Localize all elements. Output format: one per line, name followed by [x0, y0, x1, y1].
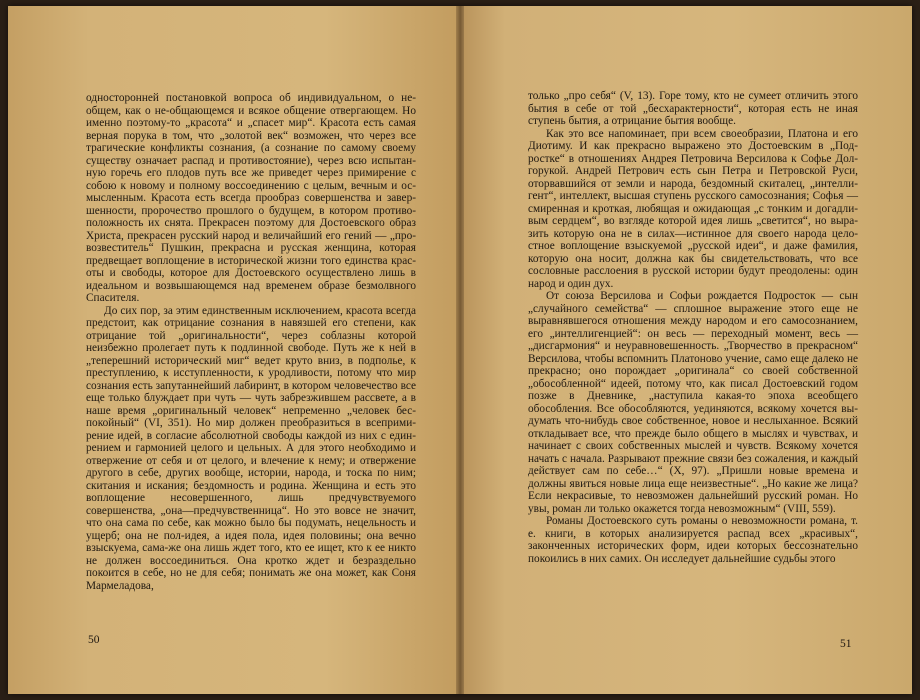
paragraph: только „про себя“ (V, 13). Горе тому, кто не сумеет отличить этого бытия в себе от той „бесхарактерности“, которая есть не иная ступень бытия, а отрицание бытия вообще. [528, 90, 858, 127]
left-page [8, 6, 460, 694]
paragraph: От союза Версилова и Софьи рождается Подросток — сын „случайного семейства“ — сплошное выражение этого еще не выравнявшегося отношения между народом и его самосознанием, его „интеллигенцией“: он весь — переходный момент, весь — „дисгармония“ и неуравновешенность. „Творчество в прекрасном“ Версилова, чтобы вспомнить Платоново учение, само еще далеко не прекрасно; оно порождает „оригинала“ со своей собственной „обособленной“ идеей, потому что, как писал Достоевский годом позже в Дневнике, „наступила какая-то эпоха всеобщего обособления. Все обособляются, уединяются, всякому хочется выдумать что-нибудь свое собственное, новое и неслыханное. Всякий откладывает все, что прежде было общего в мыслях и чувствах, и начинает с своих собственных мыслей и чувств. Всякому хочется начать с начала. Разрывают прежние связи без сожаления, и каждый действует сам по себе…“ (X, 97). „Пришли новые времена и должны явиться новые лица еще неизвестные“. „Но какие же лица? Если некрасивые, то невозможен дальнейший русский роман. Но увы, роман ли только окажется тогда невозможным“ (VIII, 559). [528, 290, 858, 515]
book-gutter [456, 6, 464, 694]
paragraph: односторонней постановкой вопроса об индивидуальном, о не-общем, как о не-общающемся и всякое общение отвергающем. Но именно поэтому-то „красота“ и „спасет мир“. Красота есть самая верная порука в том, что „золотой век“ возможен, что через все трагические конфликты сознания, (а сознание по самому своему существу означает распад и противостояние), через всю испытанную горечь его плодов путь все же приведет через примирение с собою к новому и полному воссоединению с целым, вечным и осмысленным. Красота есть всегда прообраз совершенства и завершенности, пророчество прошлого о будущем, в котором противоположность их снята. Прекрасен поэтому для Достоевского образ Христа, прекрасен русский народ и величайший его гений — „провозвеститель“ Пушкин, прекрасна и русская женщина, которая предвещает воплощение в исторической жизни того единства красоты и свободы, которое для Достоевского осуществлено лишь в идеальном и возвышающемся над временем образе безмолвного Спасителя. [86, 92, 416, 304]
book-spread [8, 6, 912, 694]
page-number: 50 [88, 634, 100, 646]
paragraph: Романы Достоевского суть романы о невозможности романа, т. е. книги, в которых анализируется распад всех „красивых“, законченных исторических форм, идеи которых бессознательно покоились в них самих. Он исследует дальнейшие судьбы этого [528, 515, 858, 565]
paragraph: Как это все напоминает, при всем своеобразии, Платона и его Диотиму. И как прекрасно выражено это Достоевским в „Подростке“ в отношениях Андрея Петровича Версилова к Софье Долгорукой. Андрей Петрович есть сын Петра и Петровской Руси, оторвавшийся от земли и народа, бездомный скиталец, „интеллигент“, интеллект, высшая ступень русского самосознания; Софья — смиренная и кроткая, любящая и ожидающая „с тонким и догадливым сердцем“, во взгляде которой идея лишь „светится“, но выразить которую она не в силах—истинное для своего народа целостное воплощение взыскуемой „русской идеи“, и даже фамилия, которую она носит, должна как бы свидетельствовать, что все сословные расслоения в русской истории будут преодолены: один народ и один дух. [528, 127, 858, 290]
left-page-text [86, 92, 416, 592]
paragraph: До сих пор, за этим единственным исключением, красота всегда предстоит, как отрицание сознания в навязшей его степени, как отрицание той „оригинальности“, через соблазны которой неизбежно пролегает путь к подлинной свободе. Путь же к ней в „теперешний исторический миг“ ведет круто вниз, в подполье, к преступлению, к исступленности, к уродливости, потому что мир сознания есть запутаннейший лабиринт, в котором человечество все еще только блуждает при чуть — чуть забрезжившем рассвете, а в наше время „оригинальный человек“ непременно „человек беспокойный“ (VI, 351). Но мир должен преобразиться в всепримирение идей, в согласие абсолютной свободы каждой из них с единрением и гармонией целого и цельных. А для этого необходимо и отвержение от себя и от целого, и влечение к нему; и отвержение другого в себе, других вообще, истории, народа, и тоска по ним; скитания и искания; бездомность и родина. Женщина и есть это воплощение несовершенного, лишь предчувствуемого совершенства, „она—предчувственница“. Но это вовсе не значит, что она сама по себе, как можно было бы подумать, нецельность и ущерб; она не пол-идея, а идея пола, идея половины; она вечно взыскуема, сама-же она лишь ждет того, кто ее ищет, кто к ее никто не должен воссоединиться. Она кротко ждет и безраздельно покоится в себе, но не для себя; понимать же она может, как Соня Мармеладова, [86, 304, 416, 592]
right-page-text [528, 90, 858, 565]
page-number: 51 [840, 638, 852, 650]
right-page [460, 6, 912, 694]
